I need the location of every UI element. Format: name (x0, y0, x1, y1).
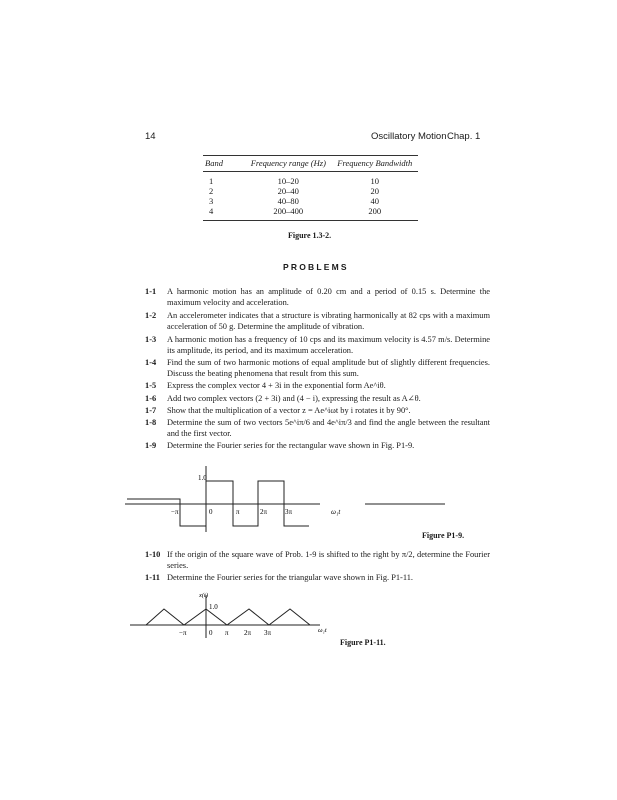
bandwidth-cell: 200 (332, 206, 418, 221)
problem-number: 1-5 (145, 381, 157, 390)
problem-number: 1-11 (145, 573, 160, 582)
bandwidth-cell: 40 (370, 196, 380, 206)
problem-item (145, 358, 490, 379)
problem-text: Express the complex vector 4 + 3i in the exponential form Ae^iθ. (167, 381, 386, 390)
range-cell: 10–20 (277, 176, 299, 186)
problem-number: 1-9 (145, 441, 157, 450)
col-band: Band (203, 156, 245, 172)
band-cell: 1 (209, 176, 214, 186)
band-cell: 3 (209, 196, 214, 206)
problem-item (145, 335, 490, 356)
bandwidth-cell: 10 (370, 176, 380, 186)
tick-label: −π (179, 629, 187, 637)
tick-label: 0 (209, 629, 213, 637)
problem-item (145, 550, 490, 571)
problem-text: An accelerometer indicates that a structure is vibrating harmonically at 82 cps with a maximum acceleration of 50 g. Determine the amplitude of vibration. (167, 311, 490, 331)
problem-number: 1-10 (145, 550, 161, 559)
tick-label: 3π (264, 629, 272, 637)
triangular-wave (146, 609, 310, 625)
problem-number: 1-4 (145, 358, 157, 367)
problem-item (145, 406, 490, 417)
problem-text: A harmonic motion has an amplitude of 0.20 cm and a period of 0.15 s. Determine the maximum velocity and acceleration. (167, 287, 490, 307)
tick-label: π (236, 508, 240, 516)
col-frequency-range: Frequency range (Hz) (245, 156, 332, 172)
problem-number: 1-8 (145, 418, 157, 427)
problem-text: Determine the sum of two vectors 5e^iπ/6 and 4e^iπ/3 and find the angle between the resultant and the first vector. (167, 418, 490, 438)
problem-item (145, 287, 490, 308)
tick-label: −π (171, 508, 179, 516)
problem-number: 1-1 (145, 287, 157, 296)
tick-label: 2π (260, 508, 268, 516)
tick-label: 0 (209, 508, 213, 516)
bandwidth-cell: 20 (370, 186, 380, 196)
y-axis-label: x(t) (199, 592, 209, 599)
range-cell: 40–80 (277, 196, 299, 206)
band-cell: 2 (209, 186, 214, 196)
table-row (203, 206, 418, 221)
axis-label: ω₁t (318, 627, 327, 634)
figure-p1-9-caption: Figure P1-9. (422, 531, 465, 540)
problem-text: Add two complex vectors (2 + 3i) and (4 − i), expressing the result as A∠θ. (167, 394, 421, 403)
figure-p1-11 (130, 588, 350, 644)
problem-item (145, 418, 490, 439)
table-row (203, 172, 418, 187)
problems-heading: PROBLEMS (283, 262, 349, 272)
problem-text: A harmonic motion has a frequency of 10 cps and its maximum velocity is 4.57 m/s. Determine its amplitude, its period, and its maximum acceleration. (167, 335, 490, 355)
axis-label: ω₁t (331, 508, 341, 516)
col-bandwidth: Frequency Bandwidth (332, 156, 418, 172)
band-cell: 4 (203, 206, 245, 221)
table-row (203, 186, 418, 196)
chapter-label: Chap. 1 (447, 131, 481, 142)
problem-item (145, 381, 490, 392)
figure-p1-9 (125, 462, 485, 534)
problem-number: 1-2 (145, 311, 157, 320)
problem-number: 1-6 (145, 394, 157, 403)
problem-text: Determine the Fourier series for the rectangular wave shown in Fig. P1-9. (167, 441, 415, 450)
tick-label: 2π (244, 629, 252, 637)
amplitude-label: 1.0 (198, 474, 207, 482)
page-number: 14 (145, 131, 156, 142)
problem-text: Show that the multiplication of a vector z = Ae^iωt by i rotates it by 90°. (167, 406, 411, 415)
problem-text: Determine the Fourier series for the triangular wave shown in Fig. P1-11. (167, 573, 413, 582)
problem-item (145, 573, 490, 584)
table-row (203, 196, 418, 206)
problem-number: 1-3 (145, 335, 157, 344)
problem-item (145, 394, 490, 405)
amplitude-label: 1.0 (209, 603, 218, 611)
problem-text: If the origin of the square wave of Prob. 1-9 is shifted to the right by π/2, determine the Fourier series. (167, 550, 490, 570)
range-cell: 200–400 (245, 206, 332, 221)
problem-text: Find the sum of two harmonic motions of equal amplitude but of slightly different frequencies. Discuss the beating phenomena that result from this sum. (167, 358, 490, 378)
figure-p1-11-caption: Figure P1-11. (340, 638, 386, 647)
chapter-title: Oscillatory Motion (371, 131, 447, 142)
range-cell: 20–40 (277, 186, 299, 196)
frequency-table (203, 155, 418, 221)
problem-item (145, 311, 490, 332)
problem-number: 1-7 (145, 406, 157, 415)
tick-label: 3π (285, 508, 293, 516)
problem-item (145, 441, 490, 452)
tick-label: π (225, 629, 229, 637)
table-caption: Figure 1.3-2. (288, 231, 332, 240)
